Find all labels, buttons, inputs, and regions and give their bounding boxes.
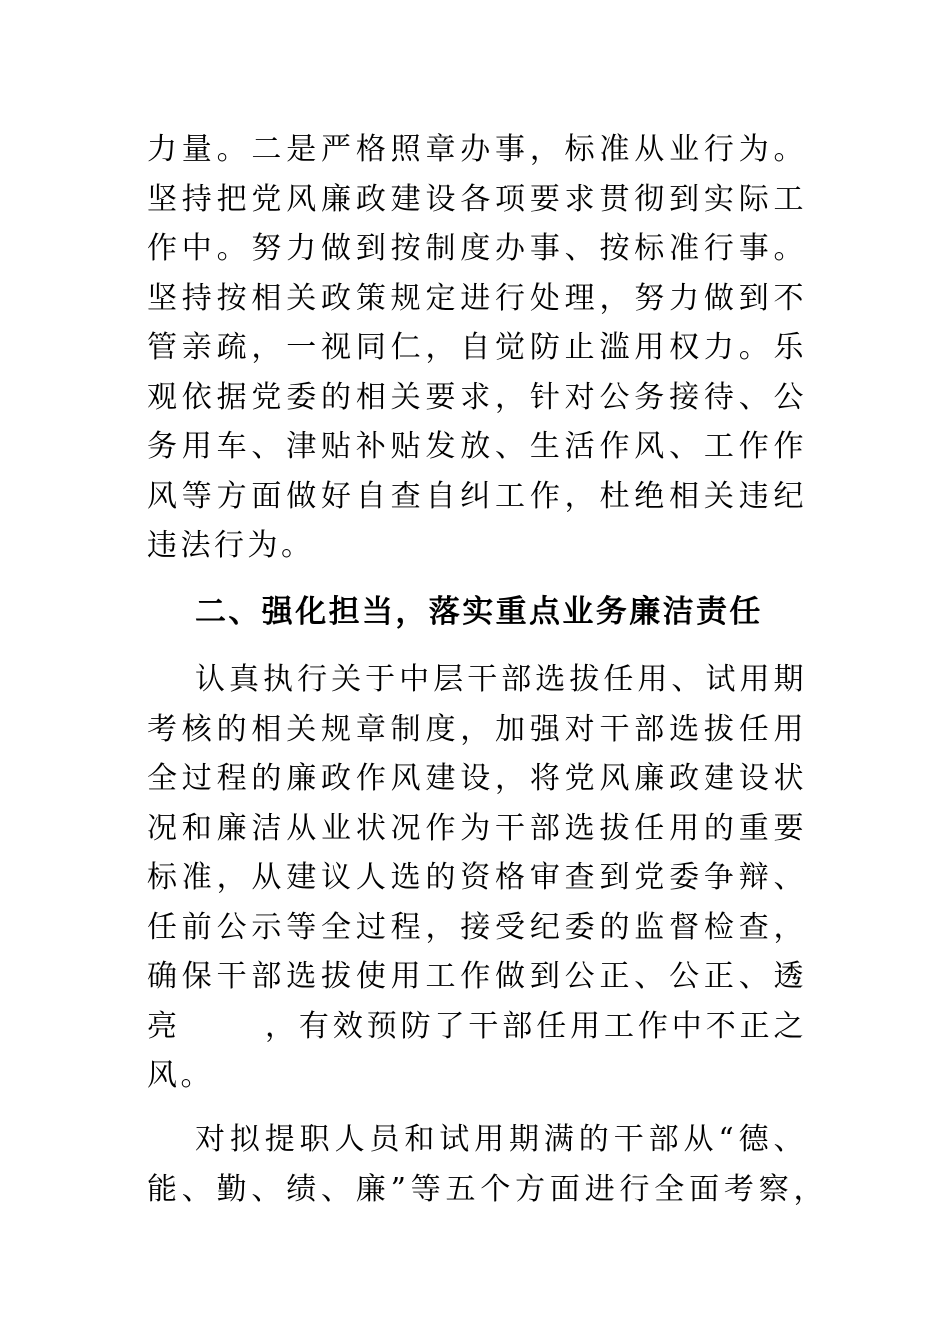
paragraph-line: 力量。二是严格照章办事，标准从业行为。 <box>147 132 807 167</box>
paragraph-line: 作中。努力做到按制度办事、按标准行事。 <box>147 231 807 266</box>
paragraph-line: 对拟提职人员和试用期满的干部从“德、 <box>195 1122 807 1157</box>
section1-paragraph <box>147 125 807 571</box>
paragraph-line: 坚持按相关政策规定进行处理，努力做到不 <box>147 280 807 316</box>
section-heading: 二、强化担当，落实重点业务廉洁责任 <box>195 594 763 630</box>
paragraph-line: 风等方面做好自查自纠工作，杜绝相关违纪 <box>147 478 807 514</box>
paragraph-line: 坚持把党风廉政建设各项要求贯彻到实际工 <box>147 181 807 217</box>
paragraph-line: 违法行为。 <box>147 528 315 563</box>
paragraph-line: 任前公示等全过程，接受纪委的监督检查， <box>147 909 807 945</box>
paragraph-line: 考核的相关规章制度，加强对干部选拔任用 <box>147 711 807 747</box>
paragraph-line: 务用车、津贴补贴发放、生活作风、工作作 <box>147 429 807 464</box>
paragraph-line: 确保干部选拔使用工作做到公正、公正、透 <box>147 959 807 994</box>
paragraph-line: 况和廉洁从业状况作为干部选拔任用的重要 <box>147 810 807 846</box>
paragraph-line: 管亲疏，一视同仁，自觉防止滥用权力。乐 <box>147 330 807 365</box>
paragraph-line-end: ，有效预防了干部任用工作中不正之 <box>265 1008 807 1044</box>
paragraph-line: 风。 <box>147 1058 214 1093</box>
paragraph-line-with-gap <box>147 1002 807 1052</box>
paragraph-line: 认真执行关于中层干部选拔任用、试用期 <box>195 662 807 697</box>
paragraph-line: 标准，从建议人选的资格审查到党委争辩、 <box>147 860 807 895</box>
section2-paragraph-2 <box>147 1115 827 1214</box>
paragraph-line: 观依据党委的相关要求，针对公务接待、公 <box>147 379 807 415</box>
paragraph-line: 全过程的廉政作风建设，将党风廉政建设状 <box>147 761 807 796</box>
section2-paragraph-1 <box>147 655 807 1101</box>
paragraph-line: 能、勤、绩、廉”等五个方面进行全面考察， <box>147 1171 827 1207</box>
paragraph-line-start: 亮 <box>147 1008 181 1044</box>
